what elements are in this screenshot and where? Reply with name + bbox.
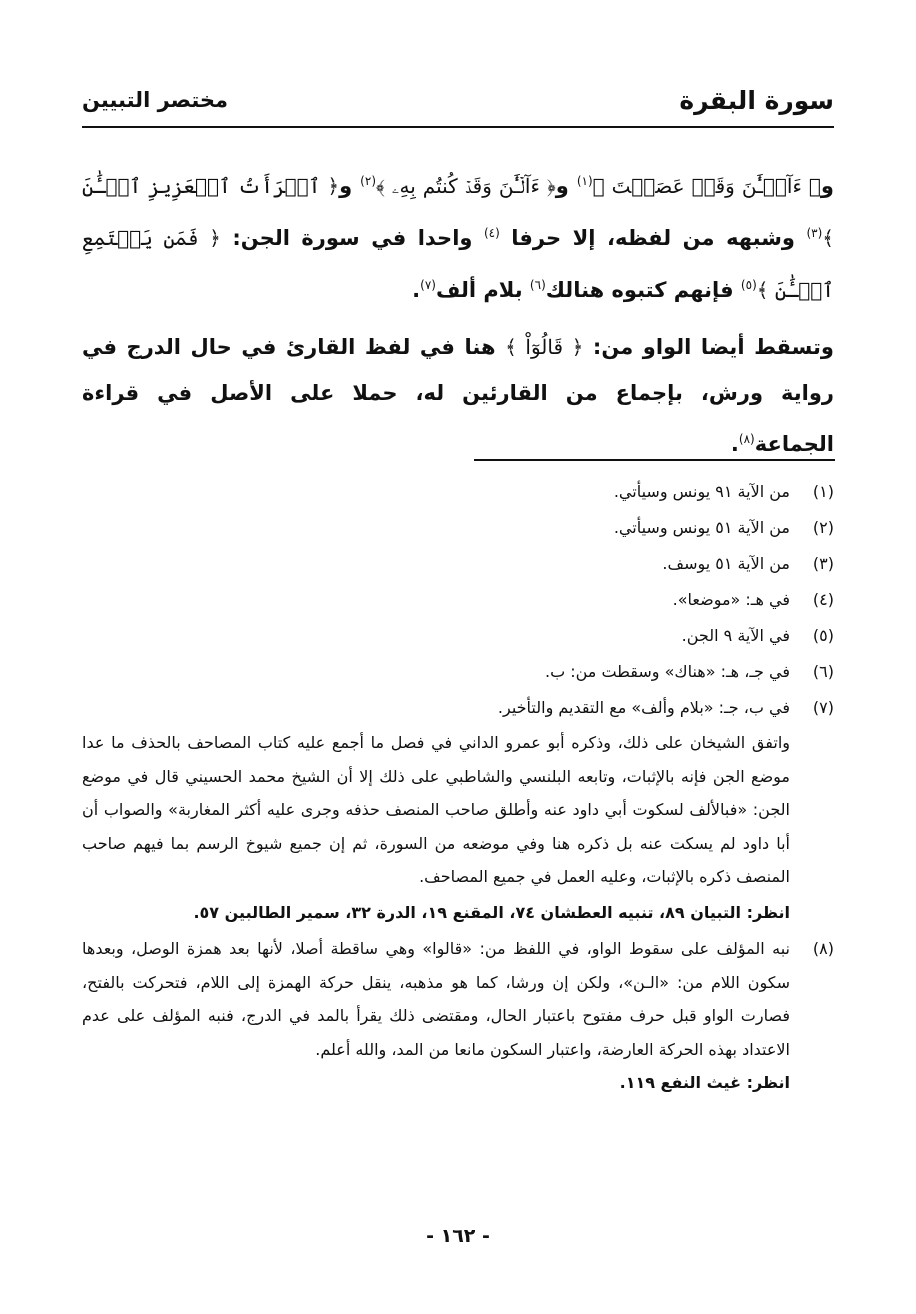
footnote-text: من الآية ٩١ يونس وسيأتي. — [613, 482, 790, 501]
footnote-ref: (٧) — [420, 278, 436, 292]
footnote-separator — [474, 459, 835, 461]
text-run: و — [555, 174, 577, 198]
footnote-number: (٦) — [812, 662, 834, 681]
footnote-ref: (٥) — [740, 278, 757, 292]
main-paragraph-2 — [82, 324, 834, 467]
footnote-text: في الآية ٩ الجن. — [681, 626, 790, 645]
footnote-ref: (٤) — [483, 226, 500, 240]
quran-quote: ﴿ ءَآلۡـَٰٔنَ وَقَدۡ عَصَيۡتَ ﴾ — [592, 174, 821, 198]
text-run: . — [412, 278, 421, 302]
footnote-ref: (٦) — [529, 278, 546, 292]
footnote — [82, 582, 834, 618]
footnote-text: في هـ: «موضعا». — [672, 590, 790, 609]
text-run: . — [730, 432, 739, 456]
text-run: فإنهم كتبوه هنالك — [545, 278, 741, 302]
quran-quote: ﴿ ءَآلۡـَٰٔنَ وَقَدۡ كُنتُم بِهِۦ ﴾ — [376, 174, 556, 198]
footnote-ref: (٢) — [360, 174, 376, 188]
book-title: مختصر التبيين — [82, 88, 229, 112]
footnote-text: في جـ، هـ: «هناك» وسقطت من: ب. — [544, 662, 790, 681]
footnote-continuation: واتفق الشيخان على ذلك، وذكره أبو عمرو الداني في فصل ما أجمع عليه كتاب المصاحف بالحذف ما عدا موضع الجن فإنه بالإثبات، وتابعه البلنسي والشاطبي على ذلك إلا أن الشيخ محمد الحسيني قال في موضع الجن: «فبالألف لسكوت أبي داود عنه وأطلق صاحب المنصف حذفه وجرى عليه أكثر المغاربة» والصواب أن أبا داود لم يسكت عنه بل ذكره هنا وفي موضعه من السورة، ثم إن جميع شيوخ الرسم بما فيهم صاحب المنصف ذكره بالإثبات، وعليه العمل في جميع المصاحف. — [82, 733, 790, 887]
text-run: وشبهه من لفظه، إلا حرفا — [499, 226, 807, 250]
quran-quote: ﴿ ٱمۡرَأَتُ ٱلۡعَزِيزِ ٱلۡـَٰٔنَ ﴾ — [82, 174, 834, 250]
footnote-ref: (٣) — [806, 226, 823, 240]
text-run: بلام ألف — [435, 278, 530, 302]
footnote-number: (٥) — [812, 626, 834, 645]
footnote-number: (٣) — [812, 554, 834, 573]
footnote-text: في ب، جـ: «بلام وألف» مع التقديم والتأخير. — [497, 698, 790, 717]
footnote-number: (٤) — [812, 590, 834, 609]
footnote — [82, 474, 834, 510]
surah-title: سورة البقرة — [679, 86, 834, 115]
footnote-ref: (٨) — [738, 432, 755, 446]
footnote-ref: (١) — [576, 174, 593, 188]
footnote-reference: انظر: التبيان ٨٩، تنبيه العطشان ٧٤، المقنع ١٩، الدرة ٣٢، سمير الطالبين ٥٧. — [193, 902, 790, 922]
footnote-text: من الآية ٥١ يوسف. — [662, 554, 790, 573]
footnote — [82, 546, 834, 582]
footnote — [82, 690, 834, 726]
footnote-number: (٧) — [812, 698, 834, 717]
footnotes — [82, 474, 834, 1100]
footnote-number: (٨) — [812, 938, 834, 958]
footnote-text: نبه المؤلف على سقوط الواو، في اللفظ من: «قالوا» وهي ساقطة أصلا، لأنها بعد همزة الوصل، وبعدها سكون اللام من: «الـن»، ولكن إن ورشا، كما هو مذهبه، ينقل حركة الهمزة إلى اللام، فتحركت بالفتح، فصارت الواو قبل حرف مفتوح باعتبار الحال، ومقتضى ذلك يقرأ بالمد في الدرج، فنبه المؤلف على عدم الاعتداد بهذه الحركة العارضة، واعتبار السكون مانعا من المد، والله أعلم. — [82, 938, 790, 1059]
text-run: واحدا في سورة الجن: — [220, 226, 484, 250]
quran-quote: ﴿ فَمَن يَسۡتَمِعِ ٱلۡـَٰٔنَ ﴾ — [82, 226, 834, 302]
footnote — [82, 932, 834, 1066]
quran-quote: ﴿ قَالُوٓاْ ﴾ — [505, 335, 584, 359]
running-header — [82, 86, 834, 122]
text-run: و — [820, 174, 834, 198]
footnote-number: (١) — [812, 482, 834, 501]
footnote — [82, 618, 834, 654]
footnote — [82, 654, 834, 690]
header-rule — [82, 126, 834, 128]
text-run: هنا في لفظ القارئ في حال الدرج في رواية ورش، بإجماع من القارئين له، حملا على الأصل في قراءة الجماعة — [82, 335, 834, 456]
footnote — [82, 510, 834, 546]
main-paragraph-1 — [82, 158, 834, 314]
text-run: وتسقط أيضا الواو من: — [583, 335, 834, 359]
page-number: - ١٦٢ - — [426, 1225, 490, 1247]
footnote-reference: انظر: غيث النفع ١١٩. — [619, 1073, 790, 1093]
footnote-text: من الآية ٥١ يونس وسيأتي. — [613, 518, 790, 537]
footnote-number: (٢) — [812, 518, 834, 537]
text-run: و — [339, 174, 361, 198]
